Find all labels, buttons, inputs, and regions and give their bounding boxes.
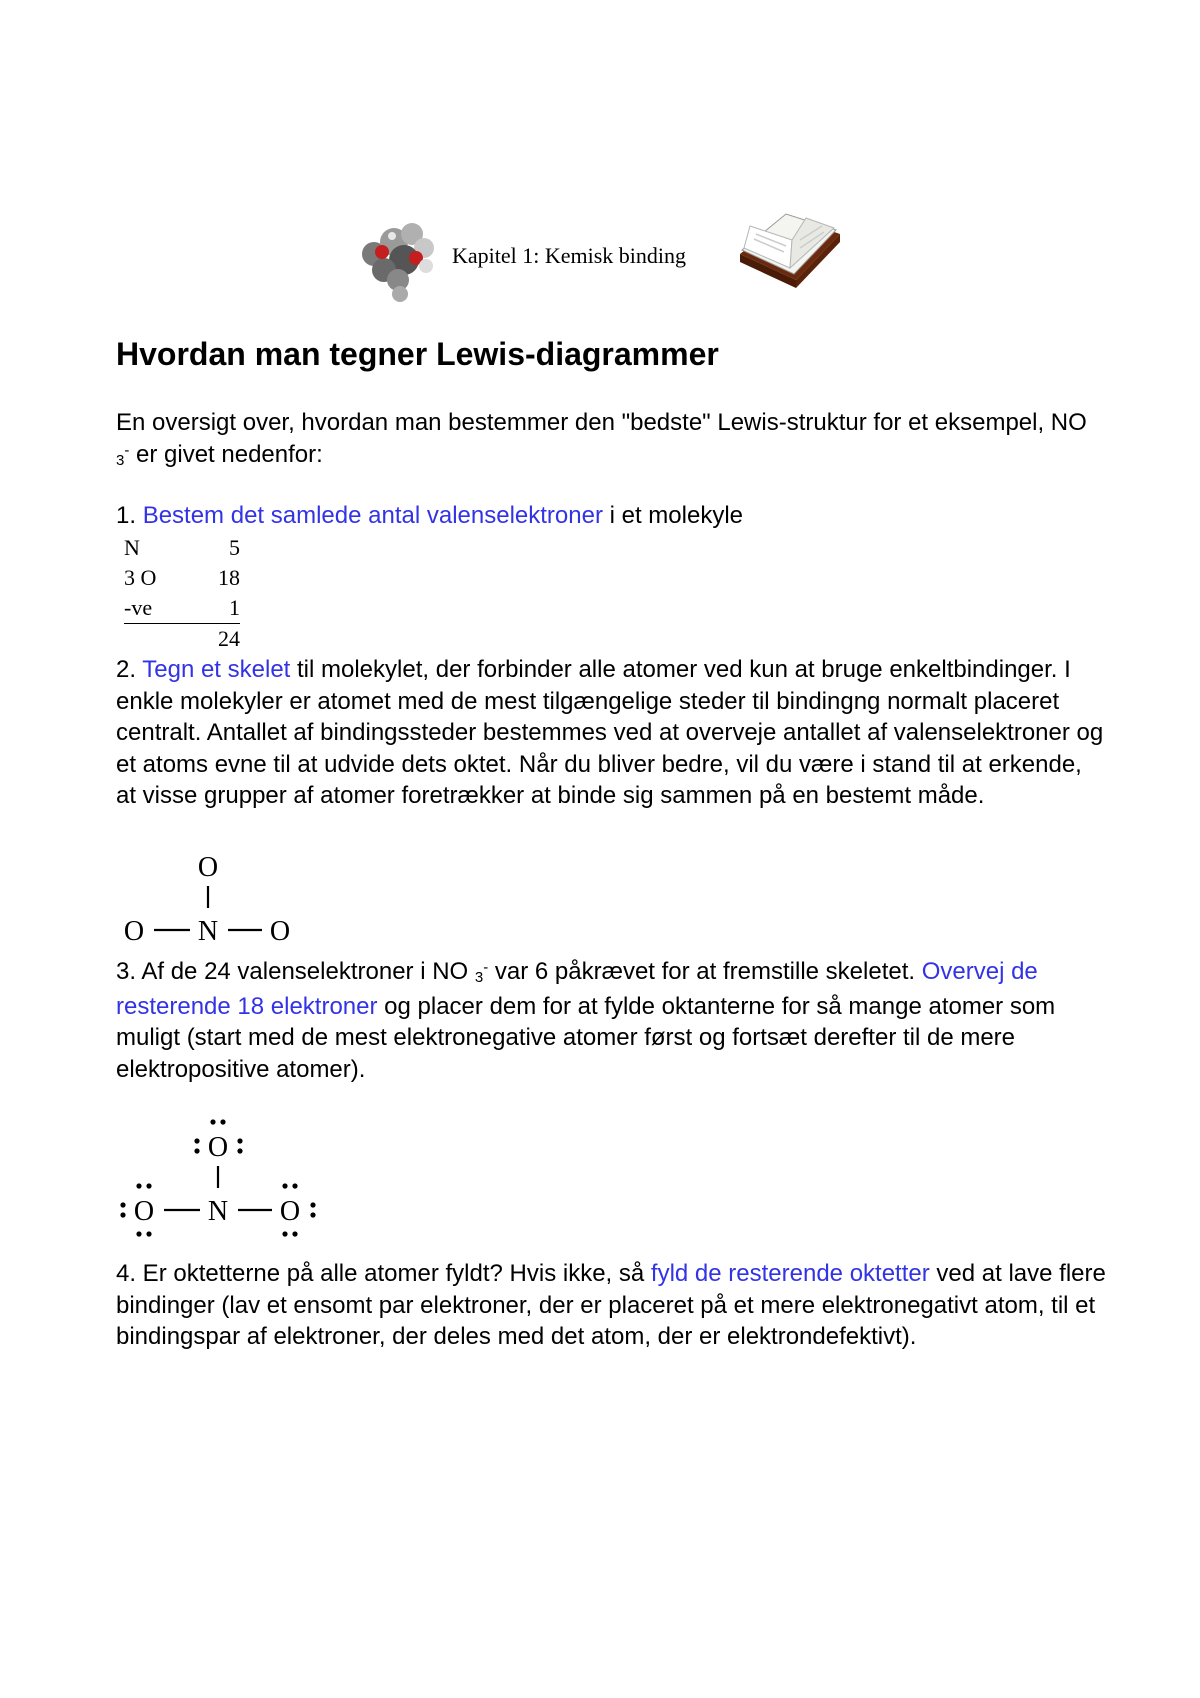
open-book-icon: [736, 210, 844, 300]
step-3-text: 3. Af de 24 valenselektroner i NO: [116, 958, 475, 985]
subscript-3: 3: [116, 451, 125, 469]
step-3-text-middle: var 6 påkrævet for at fremstille skeletet.: [488, 958, 922, 985]
total-value: 24: [218, 626, 240, 651]
table-row: [124, 533, 240, 563]
subscript-3: 3: [474, 969, 484, 986]
row-label: -ve: [124, 593, 186, 624]
superscript-minus: -: [124, 441, 130, 459]
intro-text-end: er givet nedenfor:: [129, 440, 323, 468]
step-4: [116, 1258, 1106, 1353]
valence-electron-table: [124, 533, 240, 654]
skeleton-structure-diagram: [116, 848, 306, 953]
table-row: [124, 563, 240, 593]
row-label: [124, 624, 186, 655]
step-2: [116, 654, 1106, 812]
atom-o-top: O: [197, 852, 219, 883]
step-1-link[interactable]: Bestem det samlede antal valenselektroner: [142, 502, 603, 529]
row-label: 3 O: [124, 565, 157, 590]
row-value: 1: [186, 593, 240, 624]
chapter-header: [354, 210, 854, 310]
table-total-row: [124, 624, 240, 655]
row-value: 5: [229, 535, 240, 560]
intro-paragraph: [116, 407, 1106, 473]
intro-text: En oversigt over, hvordan man bestemmer den "bedste" Lewis-struktur for et eksempel, NO: [116, 409, 1087, 436]
row-label: N: [124, 535, 140, 560]
lewis-structure-diagram: [116, 1114, 336, 1249]
step-3-link[interactable]: Overvej de resterende 18 elektroner: [116, 958, 1038, 1020]
atom-o-right: O: [269, 916, 291, 947]
step-3-text-end: og placer dem for at fylde oktanterne for så mange atomer som muligt (start med de mest elektronegative atomer først og fortsæt derefter til de mere elektropositive atomer).: [116, 992, 1056, 1083]
superscript-minus: -: [483, 959, 489, 976]
atom-o-top: O: [207, 1132, 229, 1163]
atom-o-left: O: [133, 1196, 155, 1227]
step-3: [116, 956, 1106, 1085]
lewis-structure-svg: [116, 1114, 336, 1244]
atom-n-center: N: [207, 1196, 229, 1227]
table-row: [124, 593, 240, 624]
row-value: 18: [218, 565, 240, 590]
chapter-title: Kapitel 1: Kemisk binding: [452, 243, 687, 268]
step-1-text: i et molekyle: [602, 502, 744, 529]
step-4-link[interactable]: fyld de resterende oktetter: [650, 1260, 930, 1287]
step-number: 2.: [116, 656, 143, 683]
atom-n-center: N: [197, 916, 219, 947]
skeleton-structure-svg: [116, 848, 306, 948]
step-4-text: 4. Er oktetterne på alle atomer fyldt? Hvis ikke, så: [116, 1260, 651, 1287]
atom-o-right: O: [279, 1196, 301, 1227]
step-2-text: til molekylet, der forbinder alle atomer ved kun at bruge enkeltbindinger. I enkle molekyler er atomet med de mest tilgængelige steder til bindingng normalt placeret centralt. Antallet af bindingssteder bestemmes ved at overveje antallet af valenselektroner og et atoms evne til at udvide dets oktet. Når du bliver bedre, vil du være i stand til at erkende, at visse grupper af atomer foretrækker at binde sig sammen på en bestemt måde.: [116, 656, 1104, 809]
page-title: Hvordan man tegner Lewis-diagrammer: [116, 336, 719, 372]
step-1: [116, 500, 1106, 532]
step-number: 1.: [116, 502, 143, 529]
atom-o-left: O: [123, 916, 145, 947]
step-4-text-end: ved at lave flere bindinger (lav et ensomt par elektroner, der er placeret på et mere elektronegativt atom, til et bindingspar af elektroner, der deles med det atom, der er elektrondefektivt).: [116, 1260, 1106, 1350]
molecule-model-icon: [354, 214, 444, 304]
step-2-link[interactable]: Tegn et skelet: [142, 656, 291, 683]
